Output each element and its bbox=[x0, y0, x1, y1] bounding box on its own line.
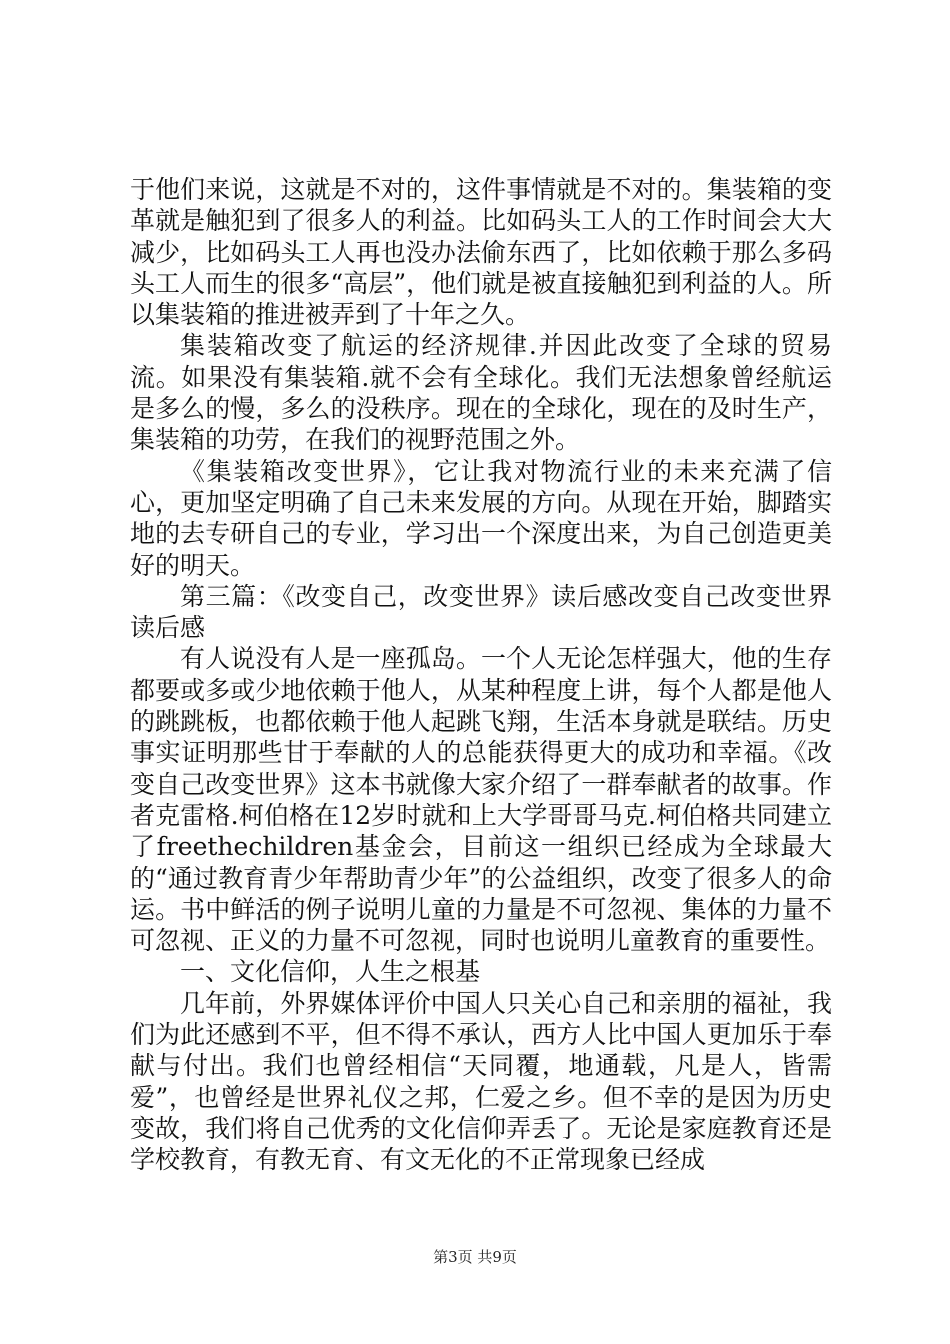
paragraph-3: 《集装箱改变世界》，它让我对物流行业的未来充满了信心，更加坚定明确了自己未来发展的方向。从现在开始，脚踏实地的去专研自己的专业，学习出一个深度出来，为自己创造更美好的明天。 bbox=[130, 456, 832, 580]
paragraph-1: 于他们来说，这就是不对的，这件事情就是不对的。集装箱的变革就是触犯到了很多人的利益。比如码头工人的工作时间会大大减少，比如码头工人再也没办法偷东西了，比如依赖于那么多码头工人而生的很多“高层”，他们就是被直接触犯到利益的人。所以集装箱的推进被弄到了十年之久。 bbox=[130, 175, 832, 330]
paragraph-4: 有人说没有人是一座孤岛。一个人无论怎样强大，他的生存都要或多或少地依赖于他人，从某种程度上讲，每个人都是他人的跳跳板，也都依赖于他人起跳飞翔，生活本身就是联结。历史事实证明那些甘于奉献的人的总能获得更大的成功和幸福。《改变自己改变世界》这本书就像大家介绍了一群奉献者的故事。作者克雷格.柯伯格在12岁时就和上大学哥哥马克.柯伯格共同建立了freethechildren基金会，目前这一组织已经成为全球最大的“通过教育青少年帮助青少年”的公益组织，改变了很多人的命运。书中鲜活的例子说明儿童的力量是不可忽视、集体的力量不可忽视、正义的力量不可忽视，同时也说明儿童教育的重要性。 bbox=[130, 644, 832, 956]
subheading-cultural-belief: 一、文化信仰，人生之根基 bbox=[180, 957, 481, 987]
paragraph-5: 几年前，外界媒体评价中国人只关心自己和亲朋的福祉，我们为此还感到不平，但不得不承认，西方人比中国人更加乐于奉献与付出。我们也曾经相信“天同覆，地通载，凡是人，皆需爱”，也曾经是世界礼仪之邦，仁爱之乡。但不幸的是因为历史变故，我们将自己优秀的文化信仰弄丢了。无论是家庭教育还是学校教育，有教无育、有文无化的不正常现象已经成 bbox=[130, 988, 832, 1175]
page-number-footer: 第3页 共9页 bbox=[433, 1248, 517, 1266]
document-body bbox=[130, 174, 832, 1176]
section-heading-part-three: 第三篇：《改变自己，改变世界》读后感改变自己改变世界读后感 bbox=[130, 581, 832, 643]
paragraph-2: 集装箱改变了航运的经济规律.并因此改变了全球的贸易流。如果没有集装箱.就不会有全球化。我们无法想象曾经航运是多么的慢，多么的没秩序。现在的全球化，现在的及时生产，集装箱的功劳，在我们的视野范围之外。 bbox=[130, 331, 832, 455]
